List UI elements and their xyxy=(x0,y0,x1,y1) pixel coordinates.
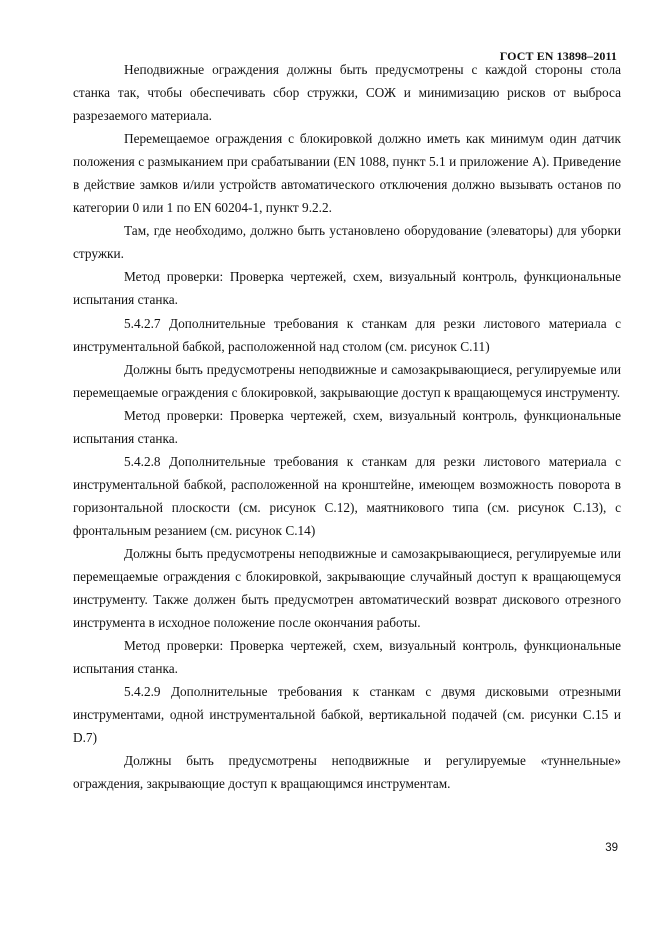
paragraph: Там, где необходимо, должно быть установлено оборудование (элеваторы) для уборки стружки. xyxy=(73,223,621,262)
page-number: 39 xyxy=(605,842,618,854)
paragraph: Должны быть предусмотрены неподвижные и регулируемые «туннельные» ограждения, закрывающие доступ к вращающимся инструментам. xyxy=(73,753,621,792)
paragraph: Метод проверки: Проверка чертежей, схем, визуальный контроль, функциональные испытания станка. xyxy=(73,269,621,308)
section-heading-5-4-2-7: 5.4.2.7 Дополнительные требования к станкам для резки листового материала с инструментальной бабкой, расположенной над столом (см. рисунок С.11) xyxy=(73,315,621,354)
section-heading-5-4-2-8: 5.4.2.8 Дополнительные требования к станкам для резки листового материала с инструментальной бабкой, расположенной на кронштейне, имеющем возможность поворота в горизонтальной плоскости (см. рисунок С.12), маятникового типа (см. рисунок С.13), с фронтальным резанием (см. рисунок С.14) xyxy=(73,453,621,538)
paragraph: Должны быть предусмотрены неподвижные и самозакрывающиеся, регулируемые или перемещаемые ограждения с блокировкой, закрывающие случайный доступ к вращающемуся инструменту. Также должен быть предусмотрен автоматический возврат дискового отрезного инструмента в исходное положение после окончания работы. xyxy=(73,545,621,631)
standard-header: ГОСТ EN 13898–2011 xyxy=(499,49,617,63)
paragraph: Перемещаемое ограждения с блокировкой должно иметь как минимум один датчик положения с размыканием при срабатывании (EN 1088, пункт 5.1 и приложение А). Приведение в действие замков и/или устройств автоматического отключения должно вызывать останов по категории 0 или 1 по EN 60204-1, пункт 9.2.2. xyxy=(73,131,621,216)
document-body xyxy=(73,58,621,796)
paragraph: Метод проверки: Проверка чертежей, схем, визуальный контроль, функциональные испытания станка. xyxy=(73,407,621,446)
paragraph: Должны быть предусмотрены неподвижные и самозакрывающиеся, регулируемые или перемещаемые ограждения с блокировкой, закрывающие доступ к вращающемуся инструменту. xyxy=(73,361,621,400)
section-heading-5-4-2-9: 5.4.2.9 Дополнительные требования к станкам с двумя дисковыми отрезными инструментами, одной инструментальной бабкой, вертикальной подачей (см. рисунки С.15 и D.7) xyxy=(73,684,621,746)
paragraph: Неподвижные ограждения должны быть предусмотрены с каждой стороны стола станка так, чтобы обеспечивать сбор стружки, СОЖ и минимизацию рисков от выброса разрезаемого материала. xyxy=(73,62,621,124)
paragraph: Метод проверки: Проверка чертежей, схем, визуальный контроль, функциональные испытания станка. xyxy=(73,638,621,677)
